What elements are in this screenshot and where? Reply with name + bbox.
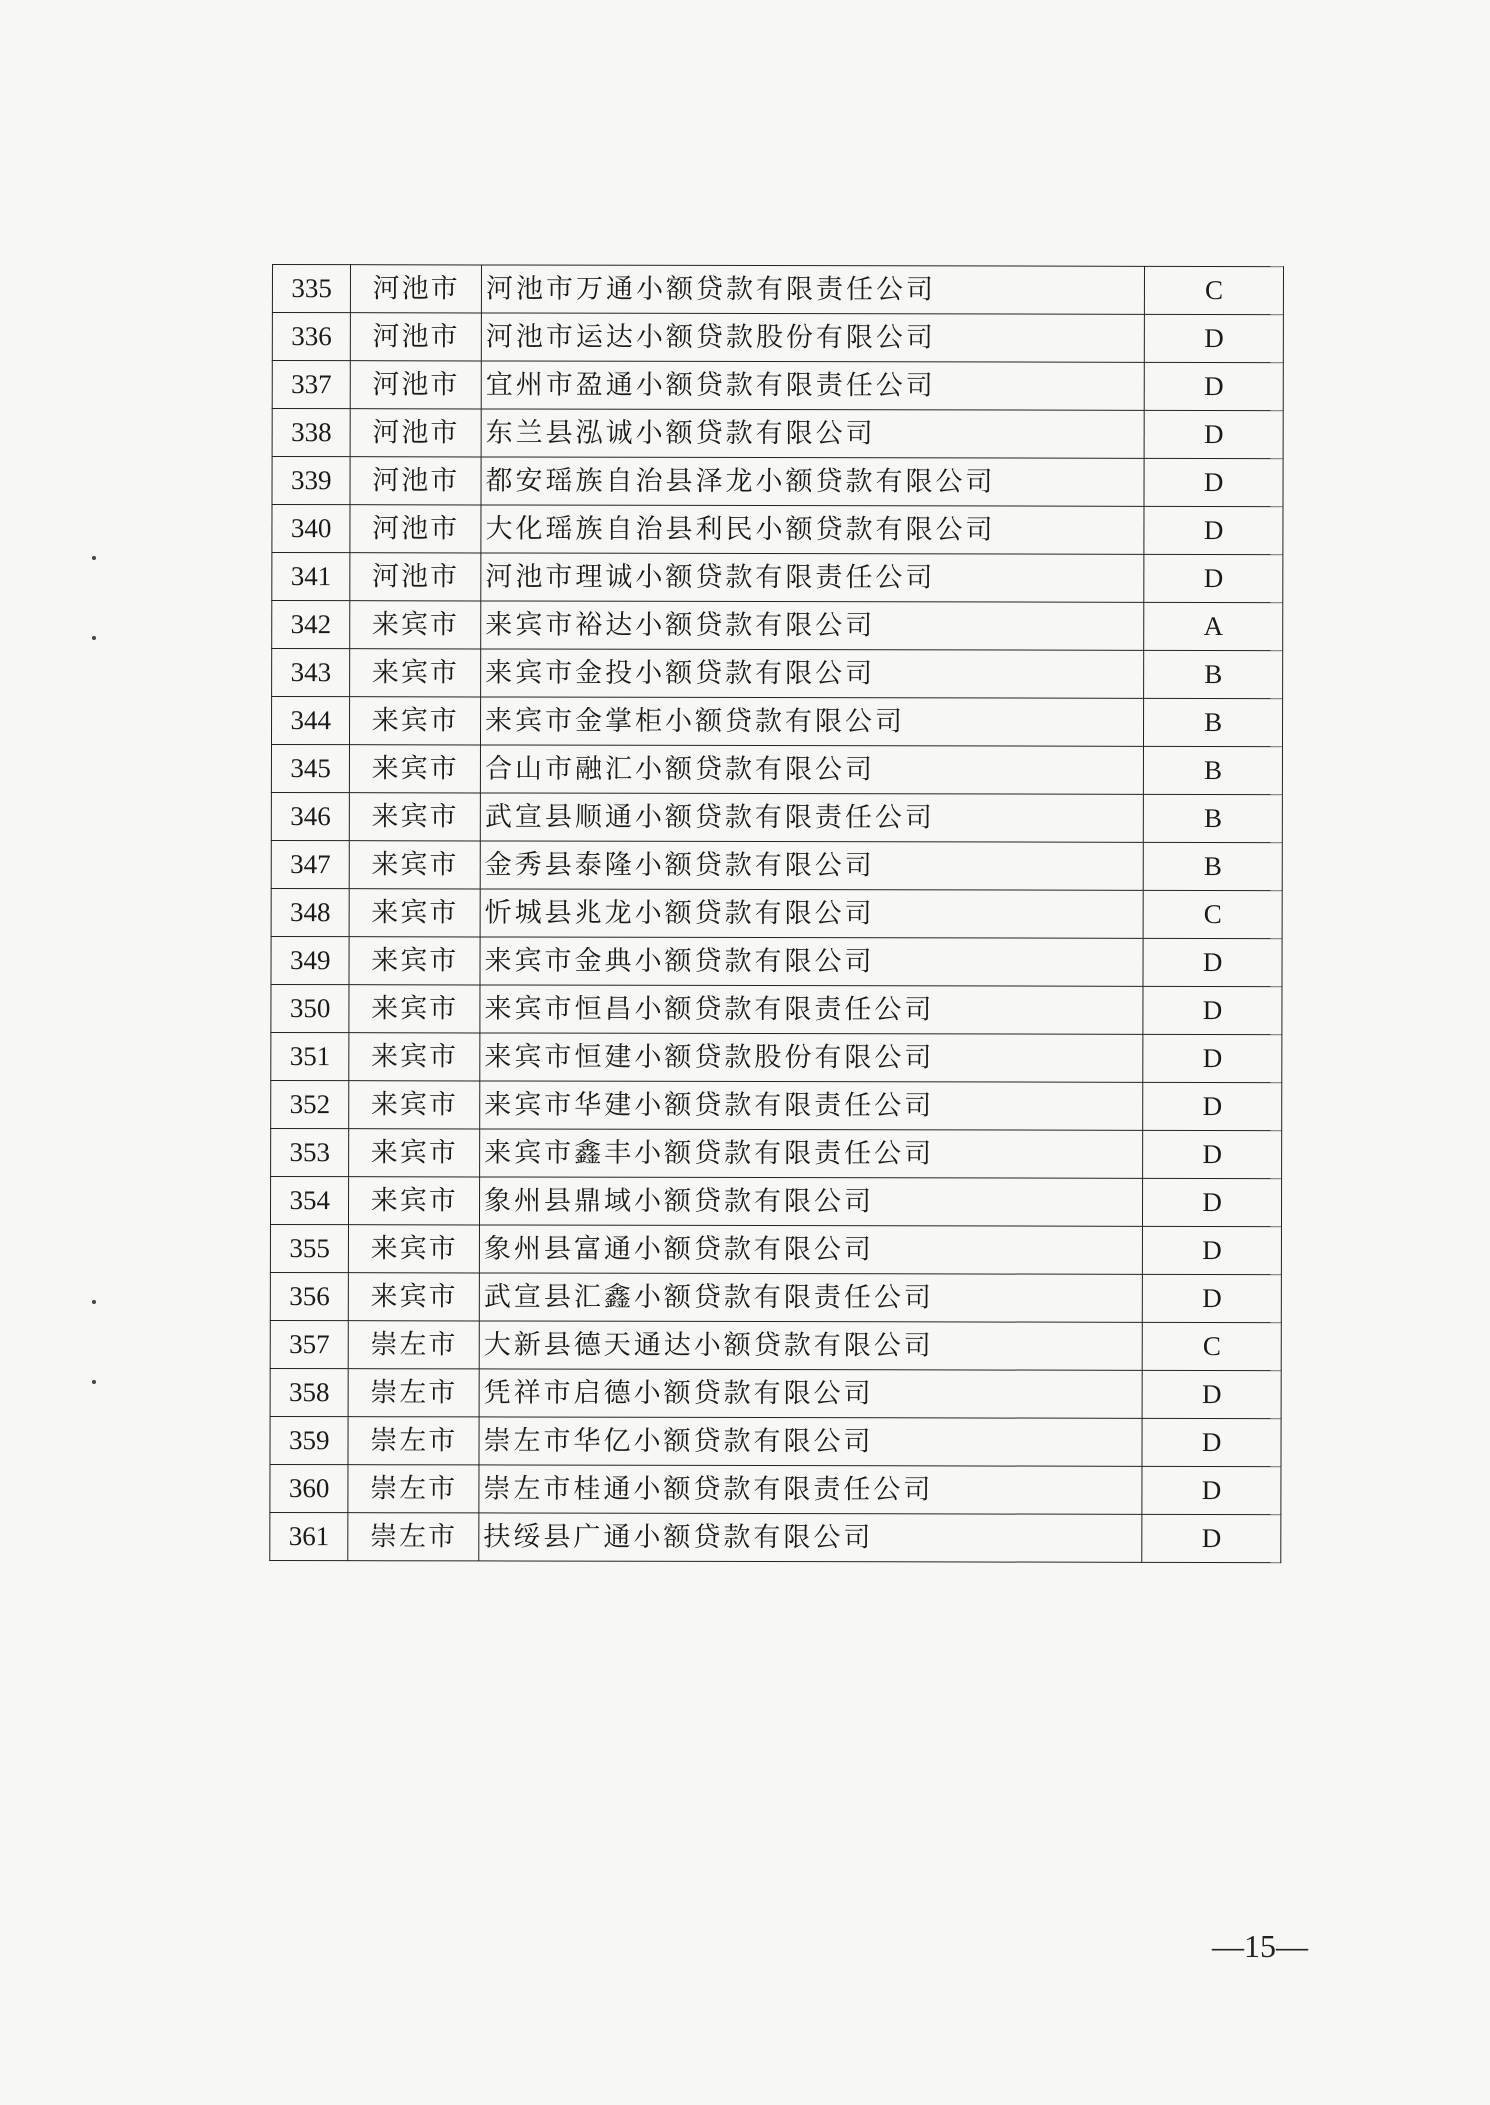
grade-cell: C: [1143, 890, 1282, 938]
company-name-cell: 都安瑶族自治县泽龙小额贷款有限公司: [481, 457, 1144, 506]
grade-cell: D: [1142, 1418, 1281, 1466]
row-number: 354: [270, 1176, 348, 1224]
city-cell: 来宾市: [350, 793, 481, 841]
table-row: [271, 888, 1282, 938]
row-number: 352: [271, 1080, 349, 1128]
city-cell: 河池市: [350, 505, 481, 553]
company-name-cell: 来宾市金掌柜小额贷款有限公司: [481, 697, 1144, 746]
scan-speck: [92, 1380, 96, 1384]
city-cell: 崇左市: [348, 1417, 479, 1465]
city-cell: 来宾市: [349, 985, 480, 1033]
table-row: [271, 745, 1282, 795]
company-name-cell: 金秀县泰隆小额贷款有限公司: [480, 841, 1143, 890]
grade-cell: D: [1142, 1466, 1281, 1514]
city-cell: 来宾市: [349, 1033, 480, 1081]
company-name-cell: 崇左市华亿小额贷款有限公司: [479, 1417, 1142, 1466]
row-number: 358: [270, 1368, 348, 1416]
company-name-cell: 凭祥市启德小额贷款有限公司: [479, 1369, 1142, 1418]
table-row: [272, 361, 1283, 411]
table-row: [270, 1320, 1281, 1370]
grade-cell: C: [1142, 1322, 1281, 1370]
row-number: 341: [272, 553, 350, 601]
table-row: [271, 697, 1282, 747]
row-number: 359: [270, 1416, 348, 1464]
table-row: [271, 1080, 1282, 1130]
company-name-cell: 来宾市金典小额贷款有限公司: [480, 937, 1143, 986]
table-row: [271, 792, 1282, 842]
table-row: [272, 601, 1283, 651]
table-row: [270, 1224, 1281, 1274]
row-number: 337: [272, 361, 350, 409]
city-cell: 崇左市: [348, 1369, 479, 1417]
grade-cell: D: [1144, 362, 1283, 410]
city-cell: 来宾市: [349, 1081, 480, 1129]
row-number: 351: [271, 1032, 349, 1080]
city-cell: 崇左市: [348, 1513, 479, 1561]
city-cell: 来宾市: [349, 1177, 480, 1225]
grade-cell: D: [1142, 1514, 1281, 1562]
table-row: [272, 553, 1283, 603]
company-name-cell: 来宾市恒昌小额贷款有限责任公司: [480, 985, 1143, 1034]
grade-cell: B: [1144, 794, 1283, 842]
rating-table: [269, 264, 1284, 1563]
table-row: [270, 1464, 1281, 1514]
grade-cell: C: [1145, 266, 1284, 314]
city-cell: 来宾市: [350, 745, 481, 793]
row-number: 350: [271, 984, 349, 1032]
row-number: 361: [270, 1512, 348, 1560]
table-row: [271, 840, 1282, 890]
table-row: [270, 1368, 1281, 1418]
row-number: 336: [272, 313, 350, 361]
company-name-cell: 宜州市盈通小额贷款有限责任公司: [481, 361, 1144, 410]
row-number: 343: [272, 649, 350, 697]
city-cell: 河池市: [351, 313, 482, 361]
table-row: [270, 1176, 1281, 1226]
grade-cell: D: [1142, 1370, 1281, 1418]
row-number: 349: [271, 936, 349, 984]
company-name-cell: 河池市万通小额贷款有限责任公司: [481, 265, 1144, 314]
grade-cell: A: [1144, 602, 1283, 650]
company-name-cell: 大化瑶族自治县利民小额贷款有限公司: [481, 505, 1144, 554]
scan-speck: [92, 636, 96, 640]
table-row: [272, 649, 1283, 699]
row-number: 353: [271, 1128, 349, 1176]
city-cell: 河池市: [350, 409, 481, 457]
table-row: [272, 313, 1283, 363]
row-number: 344: [271, 697, 349, 745]
grade-cell: B: [1143, 842, 1282, 890]
row-number: 345: [271, 745, 349, 793]
row-number: 342: [272, 601, 350, 649]
city-cell: 来宾市: [350, 697, 481, 745]
grade-cell: B: [1144, 650, 1283, 698]
company-name-cell: 合山市融汇小额贷款有限公司: [480, 745, 1143, 794]
table-row: [272, 457, 1283, 507]
grade-cell: D: [1143, 938, 1282, 986]
city-cell: 河池市: [350, 457, 481, 505]
table-row: [272, 265, 1283, 315]
city-cell: 河池市: [351, 265, 482, 313]
company-name-cell: 忻城县兆龙小额贷款有限公司: [480, 889, 1143, 938]
table-row: [270, 1272, 1281, 1322]
city-cell: 来宾市: [350, 601, 481, 649]
table-row: [270, 1416, 1281, 1466]
row-number: 340: [272, 505, 350, 553]
company-name-cell: 来宾市恒建小额贷款股份有限公司: [480, 1033, 1143, 1082]
scan-speck: [92, 1300, 96, 1304]
city-cell: 来宾市: [350, 649, 481, 697]
page-number: —15—: [1212, 1928, 1308, 1964]
city-cell: 崇左市: [348, 1465, 479, 1513]
table-row: [271, 1032, 1282, 1082]
company-name-cell: 来宾市裕达小额贷款有限公司: [481, 601, 1144, 650]
company-name-cell: 来宾市华建小额贷款有限责任公司: [480, 1081, 1143, 1130]
rating-table-body: [270, 265, 1284, 1563]
grade-cell: D: [1143, 986, 1282, 1034]
company-name-cell: 象州县富通小额贷款有限公司: [479, 1225, 1142, 1274]
grade-cell: B: [1144, 698, 1283, 746]
company-name-cell: 东兰县泓诚小额贷款有限公司: [481, 409, 1144, 458]
grade-cell: D: [1144, 506, 1283, 554]
city-cell: 来宾市: [350, 841, 481, 889]
grade-cell: D: [1143, 1082, 1282, 1130]
row-number: 360: [270, 1464, 348, 1512]
company-name-cell: 来宾市金投小额贷款有限公司: [481, 649, 1144, 698]
grade-cell: D: [1143, 1226, 1282, 1274]
city-cell: 崇左市: [349, 1321, 480, 1369]
company-name-cell: 武宣县汇鑫小额贷款有限责任公司: [479, 1273, 1142, 1322]
table-row: [270, 1512, 1281, 1562]
city-cell: 来宾市: [349, 1129, 480, 1177]
row-number: 355: [270, 1224, 348, 1272]
city-cell: 来宾市: [349, 1225, 480, 1273]
grade-cell: D: [1143, 1130, 1282, 1178]
city-cell: 河池市: [351, 361, 482, 409]
company-name-cell: 武宣县顺通小额贷款有限责任公司: [480, 793, 1143, 842]
company-name-cell: 象州县鼎域小额贷款有限公司: [480, 1177, 1143, 1226]
row-number: 347: [271, 840, 349, 888]
grade-cell: D: [1144, 458, 1283, 506]
row-number: 357: [270, 1320, 348, 1368]
grade-cell: D: [1143, 1178, 1282, 1226]
row-number: 338: [272, 409, 350, 457]
company-name-cell: 崇左市桂通小额贷款有限责任公司: [479, 1465, 1142, 1514]
table-row: [271, 1128, 1282, 1178]
grade-cell: D: [1143, 1274, 1282, 1322]
row-number: 339: [272, 457, 350, 505]
grade-cell: D: [1144, 410, 1283, 458]
row-number: 348: [271, 888, 349, 936]
company-name-cell: 河池市理诚小额贷款有限责任公司: [481, 553, 1144, 602]
city-cell: 来宾市: [349, 937, 480, 985]
company-name-cell: 扶绥县广通小额贷款有限公司: [479, 1513, 1142, 1562]
table-row: [272, 409, 1283, 459]
city-cell: 来宾市: [349, 889, 480, 937]
table-row: [272, 505, 1283, 555]
city-cell: 来宾市: [349, 1273, 480, 1321]
grade-cell: D: [1143, 1034, 1282, 1082]
scan-speck: [92, 556, 96, 560]
company-name-cell: 河池市运达小额贷款股份有限公司: [481, 313, 1144, 362]
row-number: 335: [272, 265, 350, 313]
grade-cell: D: [1144, 554, 1283, 602]
grade-cell: B: [1144, 746, 1283, 794]
company-name-cell: 来宾市鑫丰小额贷款有限责任公司: [480, 1129, 1143, 1178]
table-row: [271, 936, 1282, 986]
company-name-cell: 大新县德天通达小额贷款有限公司: [479, 1321, 1142, 1370]
row-number: 346: [271, 792, 349, 840]
grade-cell: D: [1145, 314, 1284, 362]
table-row: [271, 984, 1282, 1034]
row-number: 356: [270, 1272, 348, 1320]
city-cell: 河池市: [350, 553, 481, 601]
